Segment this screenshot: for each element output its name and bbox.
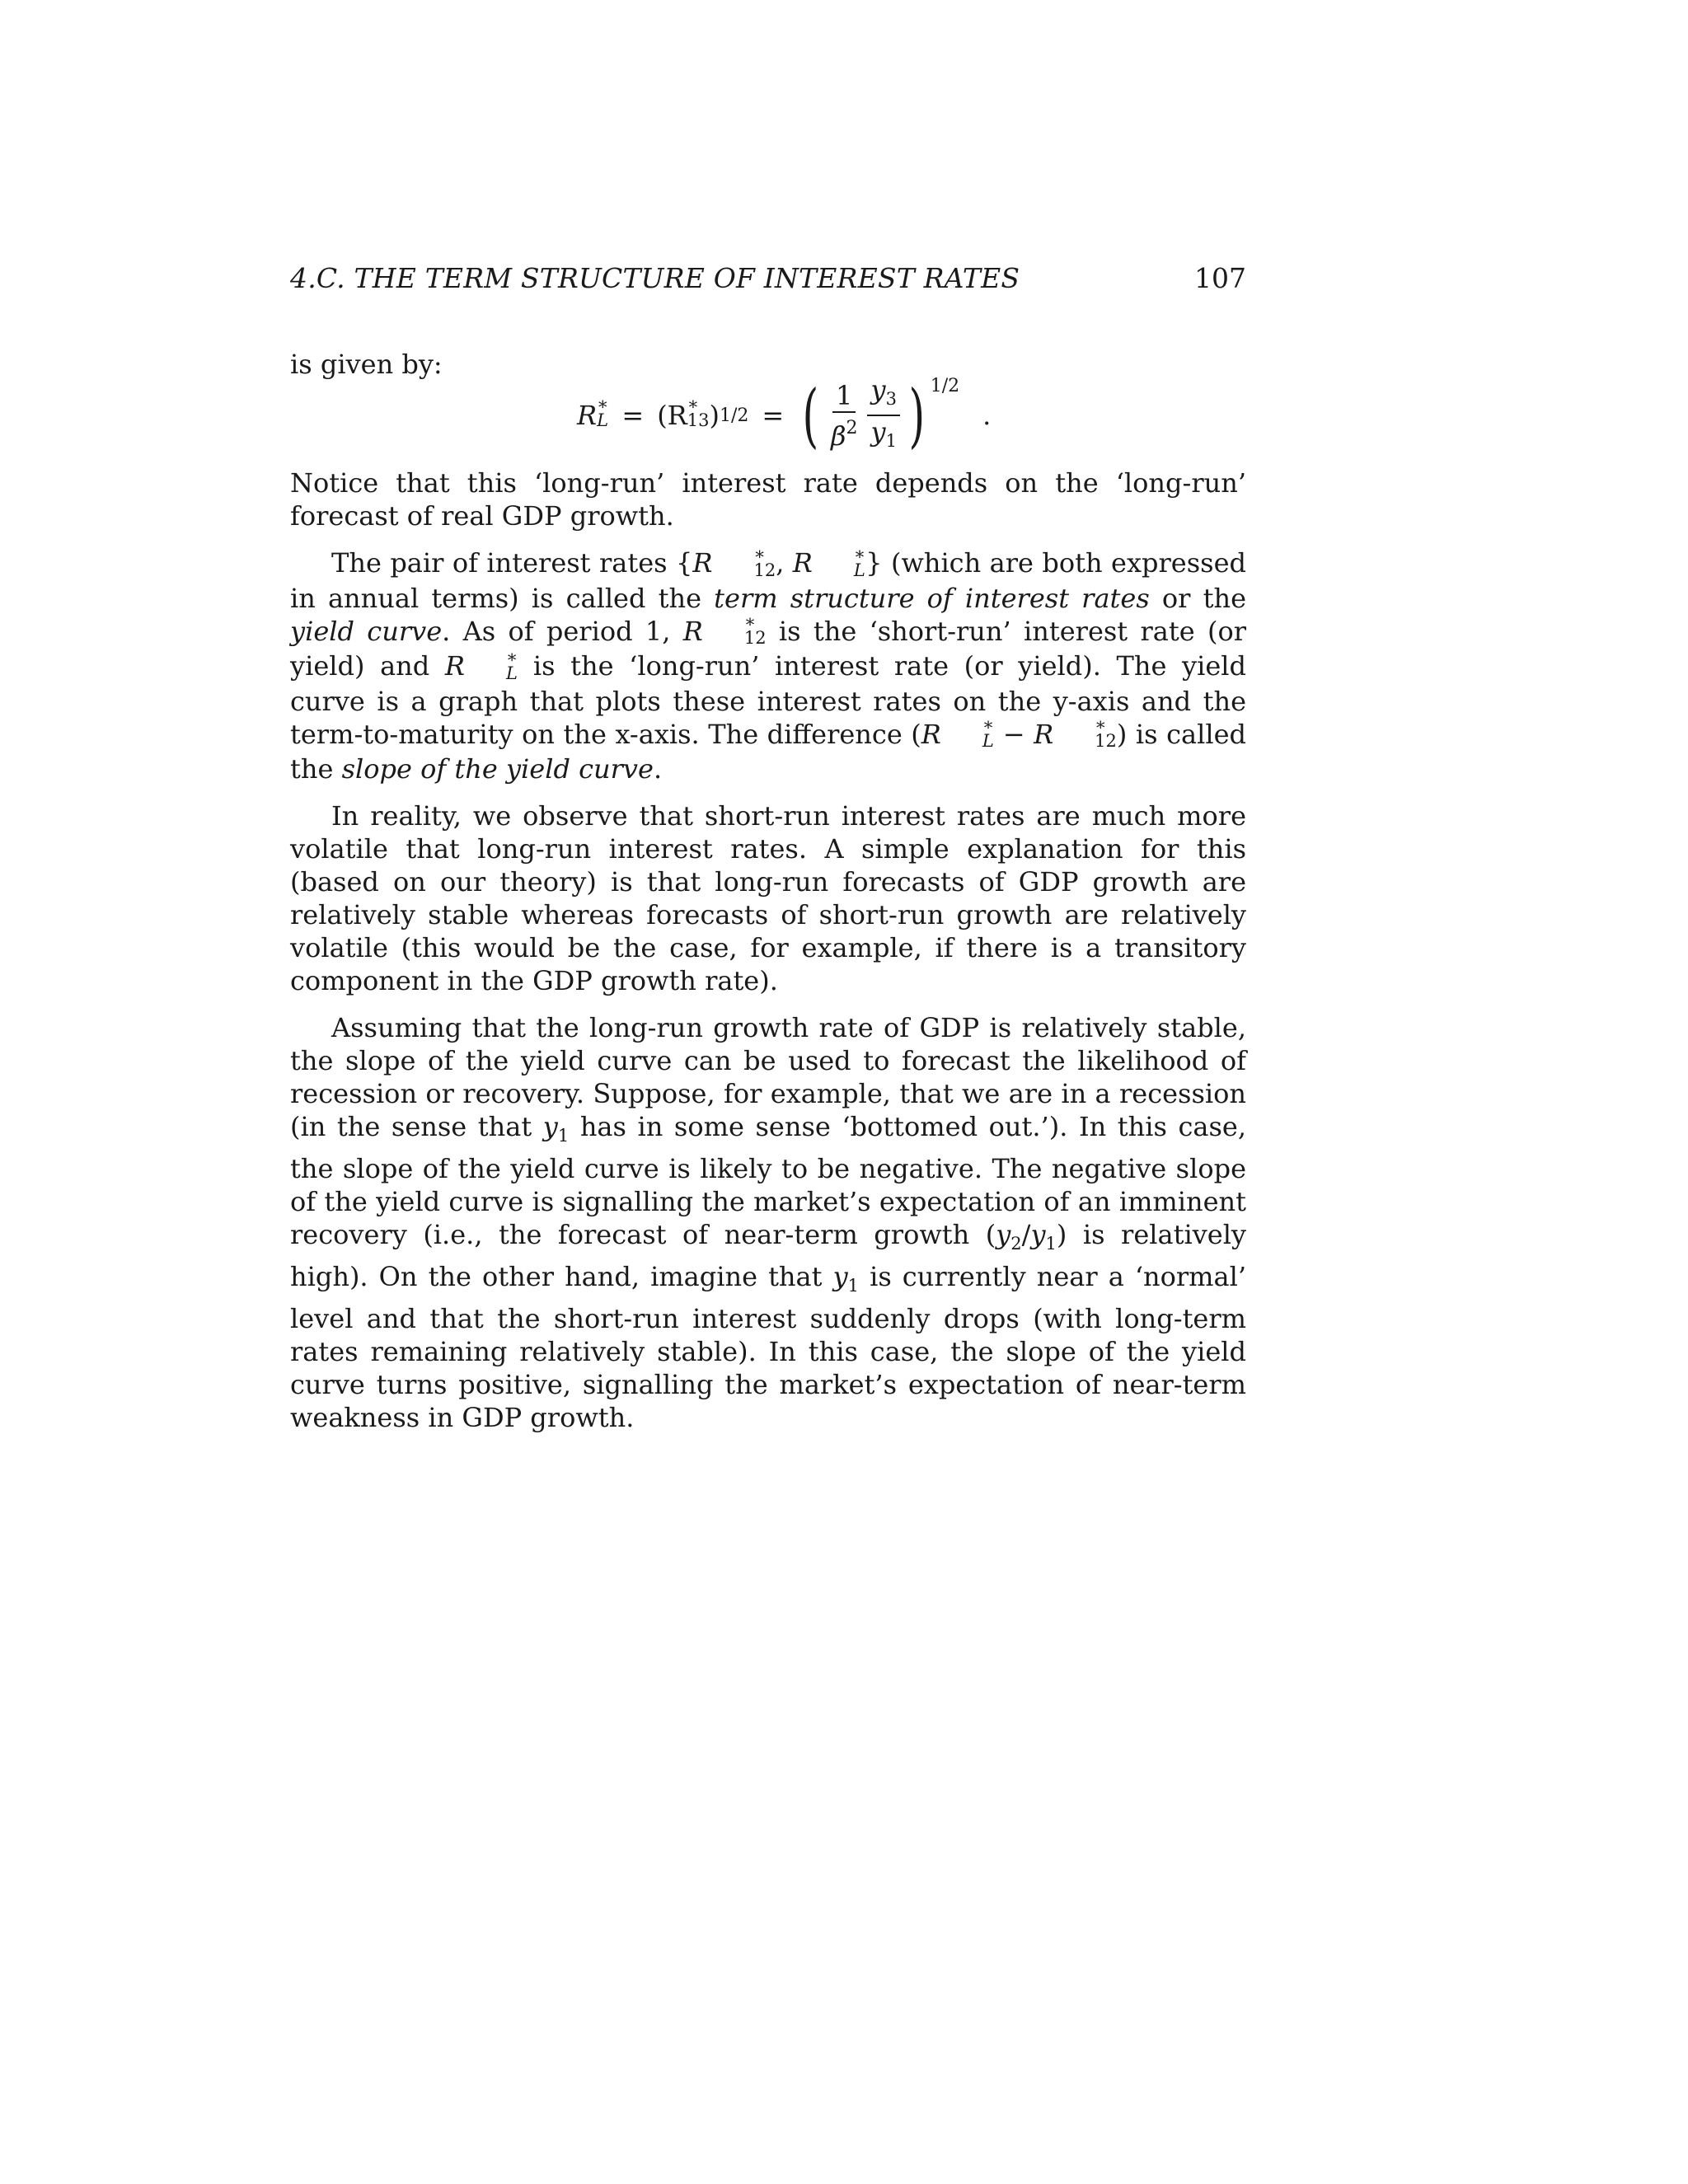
running-head-title: 4.C. THE TERM STRUCTURE OF INTEREST RATES <box>290 262 1020 294</box>
left-paren: ( <box>802 375 819 456</box>
right-paren: ) <box>908 375 926 456</box>
paragraph-3: In reality, we observe that short-run interest rates are much more volatile that long-run interest rates. A simple explanation for this (based on our theory) is that long-run forecasts of GDP growth are relatively stable whereas forecasts of short-run growth are relatively volatile (this would be the case, for example, if there is a transitory component in the GDP growth rate). <box>290 800 1246 996</box>
page-number: 107 <box>1194 262 1246 294</box>
long-run-rate-equation: R ∗ L = (R ∗ 13 ) 1/2 = ( $\frac{1}{\beta^2}$ $\frac{y_3}{y_1}$ ) 1/2 . <box>577 374 992 456</box>
intro-line: is given by: <box>290 349 443 380</box>
slope-emphasis: slope of the yield curve <box>341 753 654 785</box>
paragraph-1: Notice that this ‘long-run’ interest rate depends on the ‘long-run’ forecast of real GDP growth. <box>290 467 1246 532</box>
paragraph-4: Assuming that the long-run growth rate of GDP is relatively stable, the slope of the yield curve can be used to forecast the likelihood of recession or recovery. Suppose, for example, that we are in a recession (in the sense that $y_1$ has in some sense ‘bottomed out.’). In this case, the slope of the yield curve is likely to be negative. The negative slope of the yield curve is signalling the market’s expectation of an imminent recovery (i.e., the forecast of near-term growth $(y_2/y_1)$ is relatively high). On the other hand, imagine that $y_1$ is currently near a ‘normal’ level and that the short-run interest suddenly drops (with long-term rates remaining relatively stable). In this case, the slope of the yield curve turns positive, signalling the market’s expectation of near-term weakness in GDP growth. <box>290 1012 1247 1433</box>
fraction-y3-over-y1: $\frac{y_3}{y_1}$ <box>867 376 899 455</box>
paragraph-2: The pair of interest rates {R ∗ 12 , R ∗ L } (which are both expressed in annual terms) is called the term structure of interest rates or the yield curve. As of period 1, R ∗ 12 is the ‘short-run’ interest rate (or yield) and R ∗ L is the ‘long-run’ interest rate (or yield). The yield curve is a graph that plots these interest rates on the y-axis and the term-to-maturity on the x-axis. The difference (R ∗ L − R ∗ 12 ) is called the slope of the yield curve. <box>290 543 1247 785</box>
term-structure-emphasis: term structure of interest rates <box>714 582 1150 614</box>
yield-curve-emphasis: yield curve <box>290 615 443 647</box>
equation-block <box>290 374 1246 466</box>
page <box>290 262 1246 1434</box>
running-head <box>290 262 1246 300</box>
fraction-one-over-beta-squared: $\frac{1}{\beta^2}$ <box>830 379 858 452</box>
